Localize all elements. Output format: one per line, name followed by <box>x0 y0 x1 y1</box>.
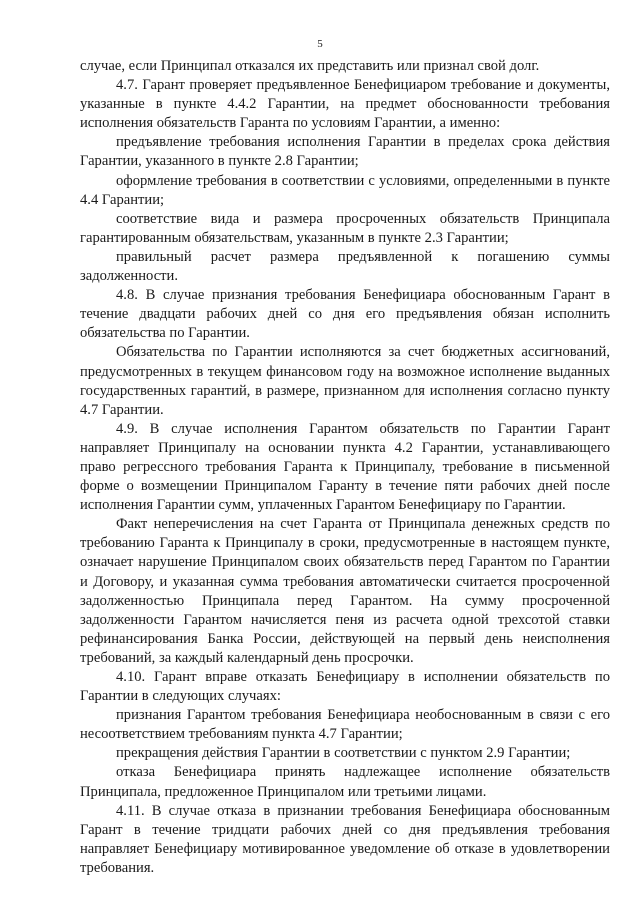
list-item-claim-unfounded: признания Гарантом требования Бенефициара необоснованным в связи с его несоответствием требованиям пункта 4.7 Гарантии; <box>80 707 610 743</box>
paragraph-4-8: 4.8. В случае признания требования Бенефициара обоснованным Гарант в течение двадцати рабочих дней со дня его предъявления обязан исполнить обязательства по Гарантии. <box>80 287 610 342</box>
paragraph-4-11: 4.11. В случае отказа в признании требования Бенефициара обоснованным Гарант в течение тридцати рабочих дней со дня предъявления требования направляет Бенефициару мотивированное уведомление об отказе в удовлетворении требования. <box>80 802 610 876</box>
list-item-beneficiary-refusal: отказа Бенефициара принять надлежащее исполнение обязательств Принципала, предложенное Принципалом или третьими лицами. <box>80 764 610 800</box>
document-body <box>80 57 610 878</box>
paragraph-penalty: Факт неперечисления на счет Гаранта от Принципала денежных средств по требованию Гаранта к Принципалу в сроки, предусмотренные в настоящем пункте, означает нарушение Принципалом своих обязательств перед Гарантом по Гарантии и Договору, и указанная сумма требования автоматически считается просроченной задолженностью Принципала перед Гарантом. На сумму просроченной задолженности Гарантом начисляется пеня из расчета одной трехсотой ставки рефинансирования Банка России, действующей на первый день неисполнения требований, за каждый календарный день просрочки. <box>80 516 610 666</box>
paragraph-4-10: 4.10. Гарант вправе отказать Бенефициару в исполнении обязательств по Гарантии в следующих случаях: <box>80 669 610 705</box>
paragraph-budget-funding: Обязательства по Гарантии исполняются за счет бюджетных ассигнований, предусмотренных в текущем финансовом году на возможное исполнение выданных государственных гарантий, в размере, признанном для исполнения согласно пункту 4.7 Гарантии. <box>80 344 610 418</box>
list-item-debt-calculation: правильный расчет размера предъявленной к погашению суммы задолженности. <box>80 248 610 285</box>
paragraph-4-9: 4.9. В случае исполнения Гарантом обязательств по Гарантии Гарант направляет Принципалу на основании пункта 4.2 Гарантии, устанавливающего право регрессного требования Гаранта к Принципалу, требование в письменной форме о возмещении Принципалом Гаранту в течение пяти рабочих дней после исполнения Гарантии сумм, уплаченных Гарантом Бенефициару по Гарантии. <box>80 420 610 514</box>
list-item-guarantee-terminated: прекращения действия Гарантии в соответствии с пунктом 2.9 Гарантии; <box>116 745 571 762</box>
paragraph-4-7: 4.7. Гарант проверяет предъявленное Бенефициаром требование и документы, указанные в пункте 4.4.2 Гарантии, на предмет обоснованности требования исполнения обязательств Гаранта по условиям Гарантии, а именно: <box>80 77 610 132</box>
page-number: 5 <box>317 38 323 50</box>
list-item-validity-term: предъявление требования исполнения Гарантии в пределах срока действия Гарантии, указанного в пункте 2.8 Гарантии; <box>80 134 610 170</box>
list-item-form-conditions: оформление требования в соответствии с условиями, определенными в пункте 4.4 Гарантии; <box>80 172 610 208</box>
paragraph-continuation: случае, если Принципал отказался их представить или признал свой долг. <box>80 58 540 74</box>
list-item-obligation-match: соответствие вида и размера просроченных обязательств Принципала гарантированным обязательствам, указанным в пункте 2.3 Гарантии; <box>80 210 610 246</box>
